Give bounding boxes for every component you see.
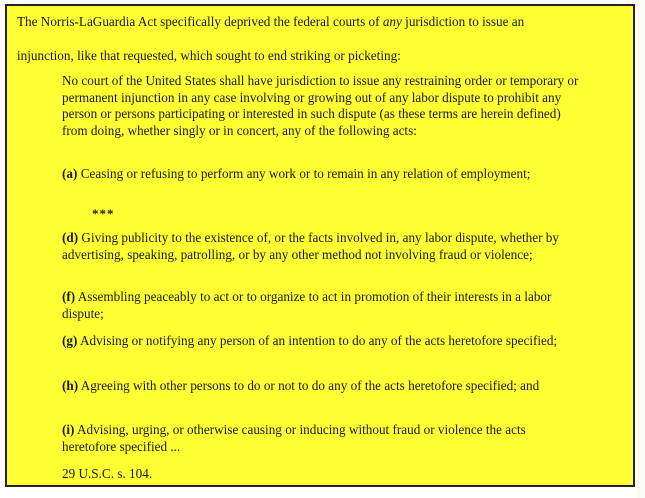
clause-text: Ceasing or refusing to perform any work or to remain in any relation of employment; xyxy=(77,166,531,181)
clause-text: Agreeing with other persons to do or not to do any of the acts heretofore specified; and xyxy=(78,378,540,393)
intro-line-2: injunction, like that requested, which sought to end striking or picketing: xyxy=(17,48,401,63)
clause-f xyxy=(62,289,582,322)
clause-d xyxy=(62,230,582,263)
clause-g xyxy=(62,333,582,350)
intro-text-start: The Norris-LaGuardia Act specifically deprived the federal courts of xyxy=(17,14,383,29)
clause-h xyxy=(62,378,582,395)
clause-letter: (g) xyxy=(62,333,78,348)
citation: 29 U.S.C. s. 104. xyxy=(62,466,153,481)
clause-text: Advising or notifying any person of an intention to do any of the acts heretofore specified; xyxy=(77,333,558,348)
document-panel xyxy=(5,4,635,487)
statute-quote-opening: No court of the United States shall have jurisdiction to issue any restraining order or temporary or permanent injunction in any case involving or growing out of any labor dispute to prohibit any person or persons participating or interested in such dispute (as these terms are herein defined) from doing, whether singly or in concert, any of the following acts: xyxy=(62,73,579,138)
clause-text: Advising, urging, or otherwise causing or inducing without fraud or violence the acts heretofore specified ... xyxy=(62,422,526,454)
page-edge xyxy=(637,0,645,498)
clause-letter: (a) xyxy=(62,166,78,181)
intro-text-end: jurisdiction to issue an xyxy=(401,14,525,29)
clause-text: Giving publicity to the existence of, or the facts involved in, any labor dispute, whether by advertising, speaking, patrolling, or by any other method not involving fraud or violence; xyxy=(62,230,559,262)
omission-marker: *** xyxy=(92,206,115,221)
clause-letter: (d) xyxy=(62,230,79,245)
clause-letter: (h) xyxy=(62,378,79,393)
intro-line-1 xyxy=(17,14,524,30)
clause-letter: (i) xyxy=(62,422,75,437)
clause-letter: (f) xyxy=(62,289,76,304)
clause-a xyxy=(62,166,582,183)
intro-emphasis: any xyxy=(382,14,402,29)
clause-text: Assembling peaceably to act or to organize to act in promotion of their interests in a labor dispute; xyxy=(62,289,552,321)
clause-i xyxy=(62,422,582,455)
